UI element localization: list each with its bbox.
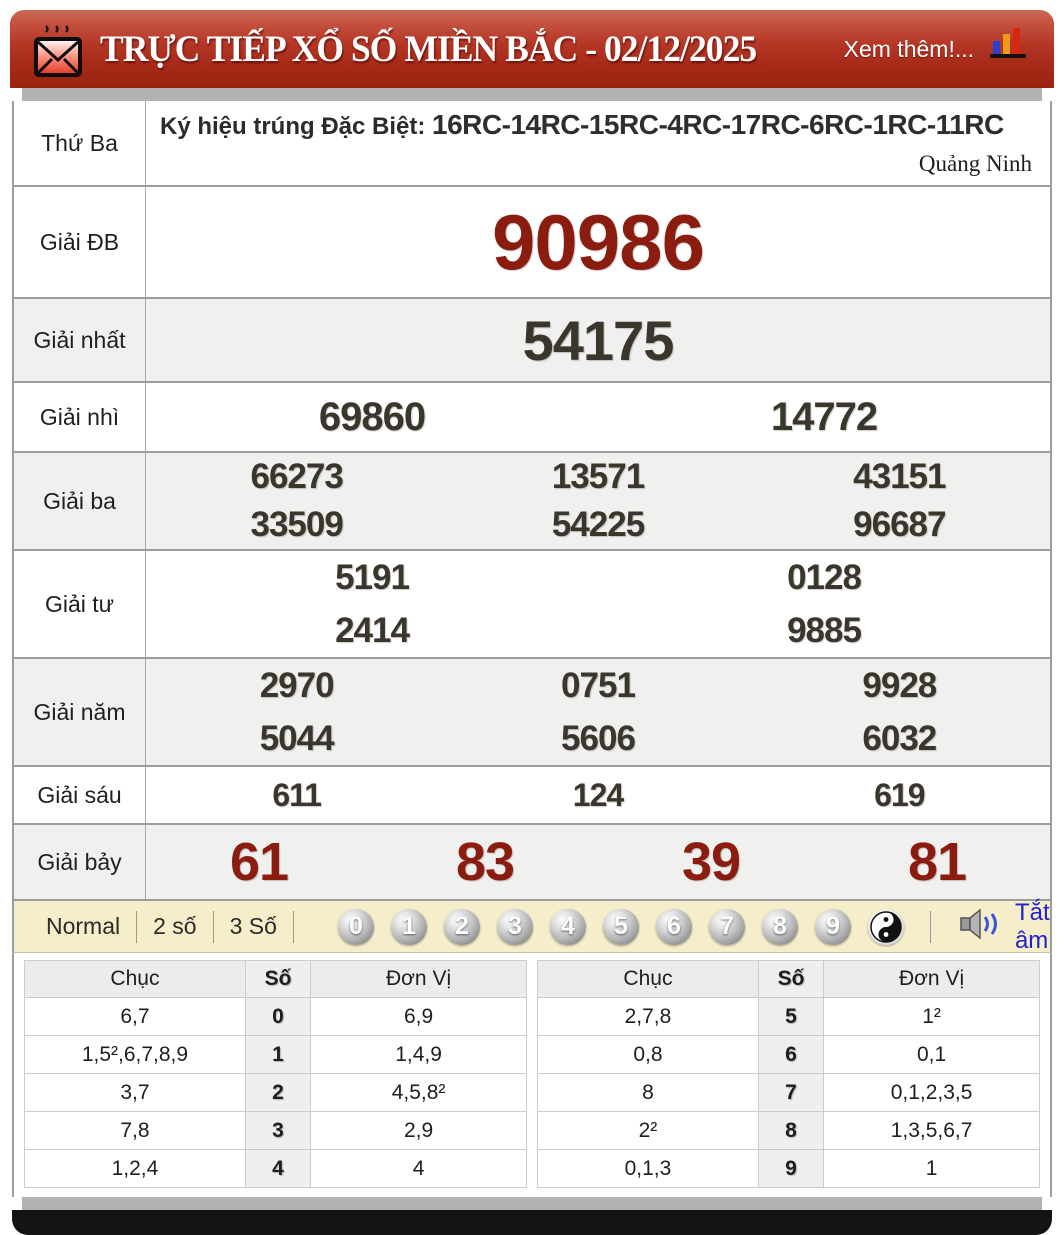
column-header-units: Đơn Vị <box>311 961 527 998</box>
column-header-units: Đơn Vị <box>824 961 1040 998</box>
prize-number: 81 <box>907 832 967 892</box>
prize-label: Giải năm <box>14 659 146 765</box>
prize-label: Giải nhất <box>14 299 146 381</box>
mode-button-3so[interactable]: 3 Số <box>229 913 277 939</box>
prize-number: 5606 <box>561 718 635 758</box>
prize-label: Giải nhì <box>14 383 146 451</box>
header-divider <box>22 88 1042 101</box>
column-header-digit: Số <box>758 961 823 998</box>
column-header-digit: Số <box>245 961 310 998</box>
prize-label: Giải bảy <box>14 825 146 899</box>
prize-label: Giải ba <box>14 453 146 549</box>
digit-ball-8[interactable]: 8 <box>762 909 798 945</box>
prize-number: 90986 <box>492 197 704 286</box>
tens-cell: 1,5²,6,7,8,9 <box>25 1036 246 1074</box>
row-prize-first <box>14 297 1050 381</box>
prize-number: 5044 <box>259 718 334 758</box>
digit-statistics <box>12 953 1052 1197</box>
prize-number: 14772 <box>770 394 878 439</box>
row-prize-second <box>14 381 1050 451</box>
row-prize-sixth <box>14 765 1050 823</box>
row-prize-special <box>14 185 1050 297</box>
special-sign-codes: 16RC-14RC-15RC-4RC-17RC-6RC-1RC-11RC <box>432 109 1004 140</box>
prize-number: 6032 <box>862 718 937 758</box>
hot-envelope-icon <box>32 22 84 84</box>
tens-cell: 3,7 <box>25 1074 246 1112</box>
tens-cell: 2² <box>538 1112 759 1150</box>
prize-label: Giải sáu <box>14 767 146 823</box>
units-cell: 1 <box>824 1150 1040 1188</box>
bar-chart-icon[interactable] <box>988 25 1028 66</box>
units-cell: 0,1,2,3,5 <box>824 1074 1040 1112</box>
digit-cell: 5 <box>758 998 823 1036</box>
prize-label: Giải ĐB <box>14 187 146 297</box>
prize-number: 83 <box>455 832 515 892</box>
prize-number: 2414 <box>335 610 409 650</box>
digit-ball-row <box>338 909 904 945</box>
table-row <box>538 1150 1040 1188</box>
column-header-tens: Chục <box>25 961 246 998</box>
table-row <box>25 1036 527 1074</box>
units-cell: 4 <box>311 1150 527 1188</box>
special-sign-prefix: Ký hiệu trúng Đặc Biệt: <box>160 113 433 140</box>
prize-number: 9885 <box>787 610 861 650</box>
control-bar <box>12 899 1052 953</box>
prize-number: 33509 <box>250 505 343 544</box>
tens-cell: 8 <box>538 1074 759 1112</box>
digit-cell: 3 <box>245 1112 310 1150</box>
mute-label: Tắt âm <box>1014 898 1050 954</box>
table-row <box>25 998 527 1036</box>
units-cell: 1,3,5,6,7 <box>824 1112 1040 1150</box>
tens-cell: 1,2,4 <box>25 1150 246 1188</box>
units-cell: 4,5,8² <box>311 1074 527 1112</box>
units-cell: 6,9 <box>311 998 527 1036</box>
prize-number: 54225 <box>551 505 645 544</box>
digit-cell: 4 <box>245 1150 310 1188</box>
day-label: Thứ Ba <box>14 101 146 185</box>
digit-ball-4[interactable]: 4 <box>550 909 586 945</box>
tens-cell: 0,8 <box>538 1036 759 1074</box>
header-bar <box>10 10 1054 88</box>
tens-cell: 2,7,8 <box>538 998 759 1036</box>
tens-cell: 0,1,3 <box>538 1150 759 1188</box>
table-row <box>25 1112 527 1150</box>
table-row <box>538 1074 1040 1112</box>
digit-ball-9[interactable]: 9 <box>815 909 851 945</box>
prize-number: 2970 <box>259 665 334 705</box>
row-prize-third <box>14 451 1050 549</box>
prize-number: 619 <box>874 776 925 813</box>
mute-button[interactable] <box>959 899 1050 955</box>
prize-label: Giải tư <box>14 551 146 657</box>
row-draw-info <box>14 101 1050 185</box>
prize-number: 39 <box>681 832 741 892</box>
lottery-widget <box>10 10 1054 1235</box>
table-row <box>25 1150 527 1188</box>
column-header-tens: Chục <box>538 961 759 998</box>
digit-cell: 0 <box>245 998 310 1036</box>
province-name: Quảng Ninh <box>918 151 1032 176</box>
prize-number: 13571 <box>551 457 645 496</box>
table-row <box>538 1036 1040 1074</box>
digit-ball-0[interactable]: 0 <box>338 909 374 945</box>
page-title: TRỰC TIẾP XỔ SỐ MIỀN BẮC - 02/12/2025 <box>100 28 757 70</box>
mode-button-2so[interactable]: 2 số <box>153 913 197 939</box>
prize-number: 96687 <box>853 505 946 544</box>
prize-number: 69860 <box>318 394 426 439</box>
prize-number: 61 <box>229 832 289 892</box>
units-cell: 1,4,9 <box>311 1036 527 1074</box>
row-prize-fifth <box>14 657 1050 765</box>
prize-number: 5191 <box>335 557 409 597</box>
prize-number: 0128 <box>787 557 861 597</box>
table-row <box>25 1074 527 1112</box>
digit-ball-5[interactable]: 5 <box>603 909 639 945</box>
digit-ball-2[interactable]: 2 <box>444 909 480 945</box>
prize-number: 54175 <box>522 308 674 372</box>
row-prize-fourth <box>14 549 1050 657</box>
prize-number: 611 <box>272 776 321 813</box>
digit-cell: 6 <box>758 1036 823 1074</box>
footer-bar <box>12 1210 1052 1235</box>
digit-ball-7[interactable]: 7 <box>709 909 745 945</box>
yin-yang-icon[interactable] <box>868 909 904 945</box>
digit-ball-6[interactable]: 6 <box>656 909 692 945</box>
digit-cell: 7 <box>758 1074 823 1112</box>
digit-cell: 2 <box>245 1074 310 1112</box>
tens-cell: 6,7 <box>25 998 246 1036</box>
prize-number: 124 <box>572 776 624 813</box>
speaker-icon <box>959 908 1005 945</box>
units-cell: 2,9 <box>311 1112 527 1150</box>
results-table <box>12 101 1052 899</box>
stats-table-right <box>537 960 1040 1188</box>
units-cell: 0,1 <box>824 1036 1040 1074</box>
digit-cell: 1 <box>245 1036 310 1074</box>
digit-cell: 8 <box>758 1112 823 1150</box>
prize-number: 66273 <box>250 457 343 496</box>
digit-cell: 9 <box>758 1150 823 1188</box>
prize-number: 9928 <box>862 665 937 705</box>
row-prize-seventh <box>14 823 1050 899</box>
table-row <box>538 1112 1040 1150</box>
footer-divider <box>22 1197 1042 1210</box>
mode-button-normal[interactable]: Normal <box>46 913 121 939</box>
see-more-link[interactable]: Xem thêm!... <box>843 35 974 62</box>
prize-number: 43151 <box>853 457 946 496</box>
special-sign-cell <box>146 101 1050 185</box>
units-cell: 1² <box>824 998 1040 1036</box>
stats-table-left <box>24 960 527 1188</box>
separator <box>293 911 294 943</box>
digit-ball-1[interactable]: 1 <box>391 909 427 945</box>
digit-ball-3[interactable]: 3 <box>497 909 533 945</box>
tens-cell: 7,8 <box>25 1112 246 1150</box>
prize-number: 0751 <box>561 665 635 705</box>
separator <box>930 911 931 943</box>
table-row <box>538 998 1040 1036</box>
